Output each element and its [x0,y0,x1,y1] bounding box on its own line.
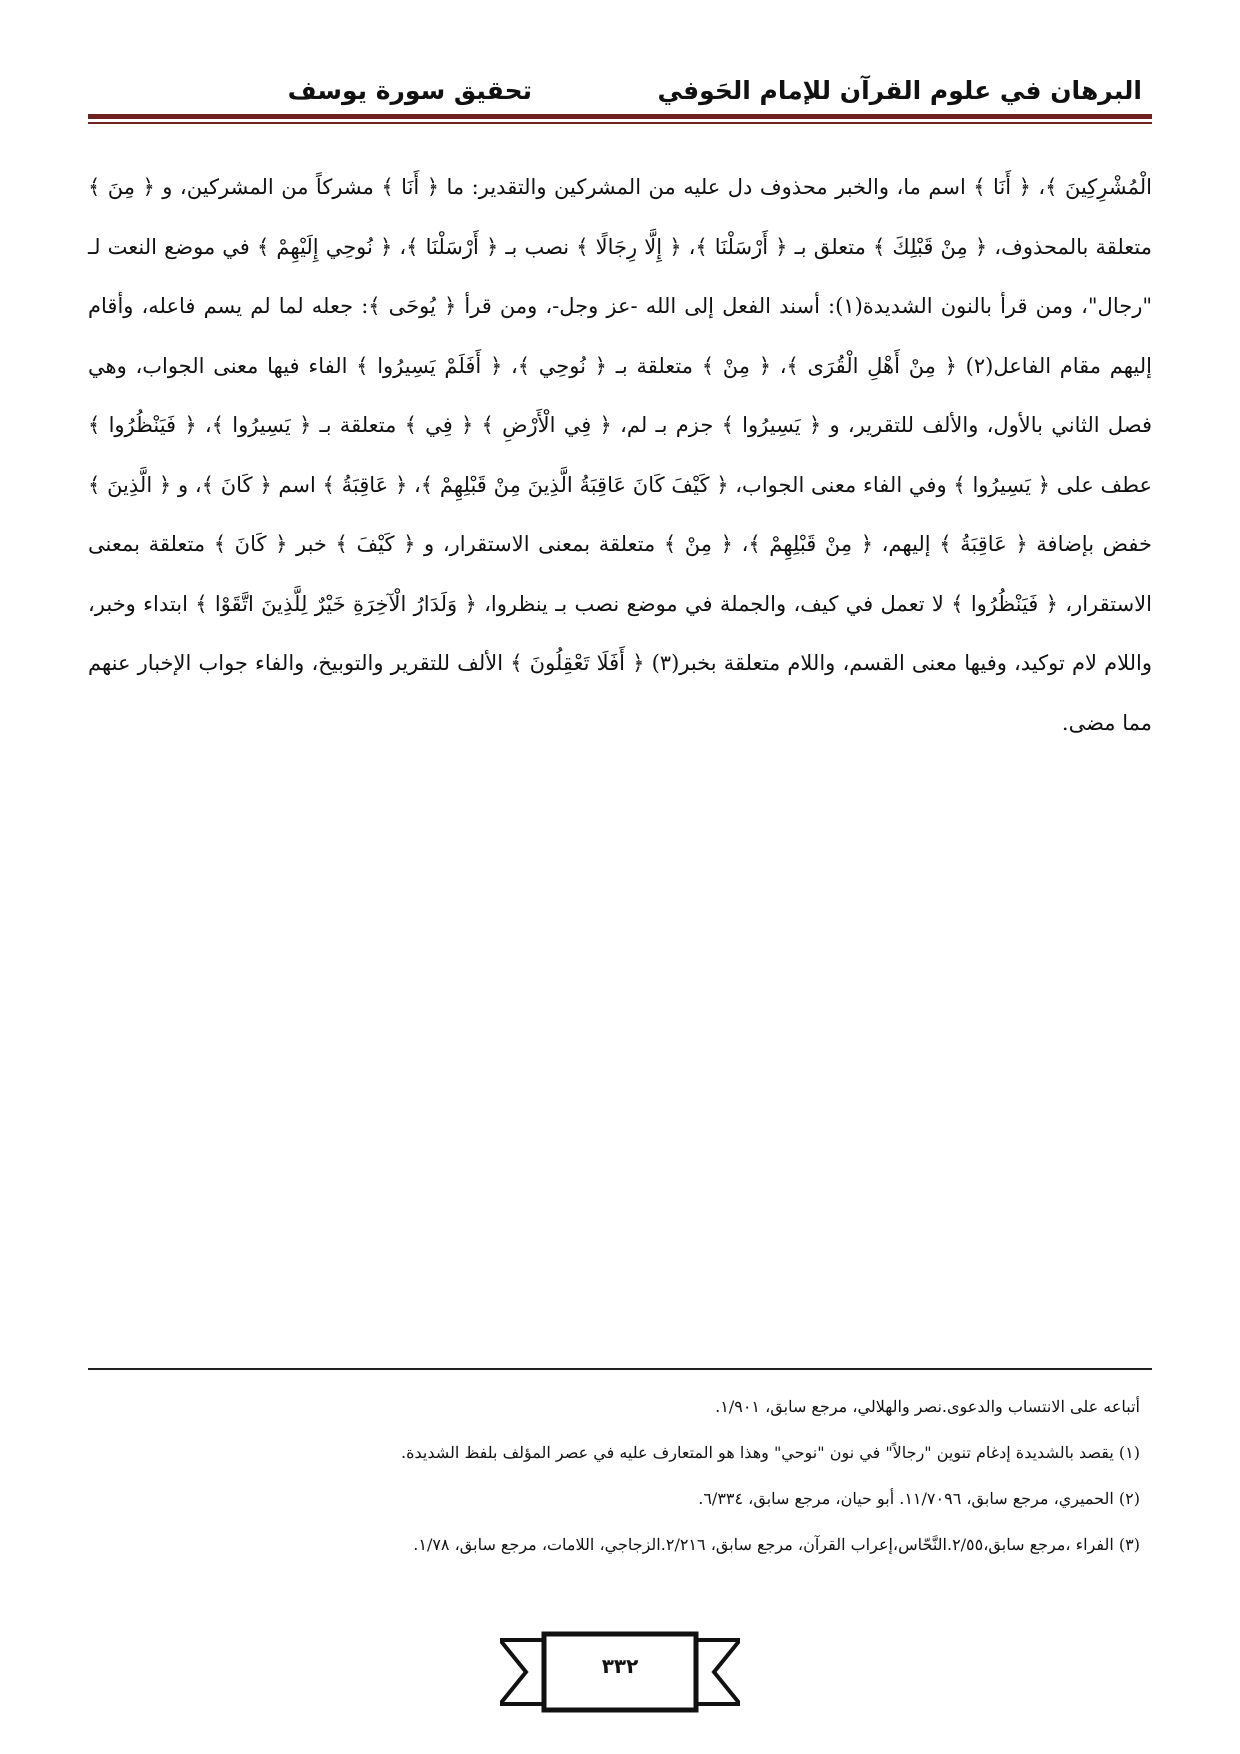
footnote-divider [88,1368,1152,1370]
header-rule-thin [88,122,1152,124]
main-text [88,158,1152,753]
footnotes [88,1384,1140,1568]
book-title: البرهان في علوم القرآن للإمام الحَوفي [657,76,1142,105]
footnote-3: (٣) الفراء ،مرجع سابق،٢/٥٥.النَّحّاس،إعراب القرآن، مرجع سابق، ٢/٢١٦.الزجاجي، اللامات، مرجع سابق، ١/٧٨. [413,1535,1140,1554]
page-number-ribbon [500,1626,740,1718]
footnote-continuation: أتباعه على الانتساب والدعوى.نصر والهلالي، مرجع سابق، ١/٩٠١. [715,1397,1140,1416]
body-paragraph: الْمُشْرِكِينَ ﴾، ﴿ أَنَا ﴾ اسم ما، والخبر محذوف دل عليه من المشركين والتقدير: ما ﴿ أَنَا ﴾ مشركاً من المشركين، و ﴿ مِنَ ﴾ متعلقة بالمحذوف، ﴿ مِنْ قَبْلِكَ ﴾ متعلق بـ ﴿ أَرْسَلْنَا ﴾، ﴿ إِلَّا رِجَالًا ﴾ نصب بـ ﴿ أَرْسَلْنَا ﴾، ﴿ نُوحِي إِلَيْهِمْ ﴾ في موضع النعت لـ "رجال"، ومن قرأ بالنون الشديدة(١): أسند الفعل إلى الله -عز وجل-، ومن قرأ ﴿ يُوحَى ﴾: جعله لما لم يسم فاعله، وأقام إليهم مقام الفاعل(٢) ﴿ مِنْ أَهْلِ الْقُرَى ﴾، ﴿ مِنْ ﴾ متعلقة بـ ﴿ نُوحِي ﴾، ﴿ أَفَلَمْ يَسِيرُوا ﴾ الفاء فيها معنى الجواب، وهي فصل الثاني بالأول، والألف للتقرير، و ﴿ يَسِيرُوا ﴾ جزم بـ لم، ﴿ فِي الْأَرْضِ ﴾ ﴿ فِي ﴾ متعلقة بـ ﴿ يَسِيرُوا ﴾، ﴿ فَيَنْظُرُوا ﴾ عطف على ﴿ يَسِيرُوا ﴾ وفي الفاء معنى الجواب، ﴿ كَيْفَ كَانَ عَاقِبَةُ الَّذِينَ مِنْ قَبْلِهِمْ ﴾، ﴿ عَاقِبَةُ ﴾ اسم ﴿ كَانَ ﴾، و ﴿ الَّذِينَ ﴾ خفض بإضافة ﴿ عَاقِبَةُ ﴾ إليهم، ﴿ مِنْ قَبْلِهِمْ ﴾، ﴿ مِنْ ﴾ متعلقة بمعنى الاستقرار، و ﴿ كَيْفَ ﴾ خبر ﴿ كَانَ ﴾ متعلقة بمعنى الاستقرار، ﴿ فَيَنْظُرُوا ﴾ لا تعمل في كيف، والجملة في موضع نصب بـ ينظروا، ﴿ وَلَدَارُ الْآخِرَةِ خَيْرٌ لِلَّذِينَ اتَّقَوْا ﴾ ابتداء وخبر، واللام لام توكيد، وفيها معنى القسم، واللام متعلقة بخبر(٣) ﴿ أَفَلَا تَعْقِلُونَ ﴾ الألف للتقرير والتوبيخ، والفاء جواب الإخبار عنهم مما مضى. [88,175,1153,735]
footnote-2: (٢) الحميري، مرجع سابق، ١١/٧٠٩٦. أبو حيان، مرجع سابق، ٦/٣٣٤. [698,1489,1140,1508]
footnote-1: (١) يقصد بالشديدة إدغام تنوين "رجالاً" في نون "نوحي" وهذا هو المتعارف عليه في عصر المؤلف بلفظ الشديدة. [401,1443,1140,1462]
page-header [88,62,1152,112]
header-rule-thick [88,114,1152,119]
page-number: ٣٣٢ [601,1654,639,1678]
section-title: تحقيق سورة يوسف [287,76,532,105]
